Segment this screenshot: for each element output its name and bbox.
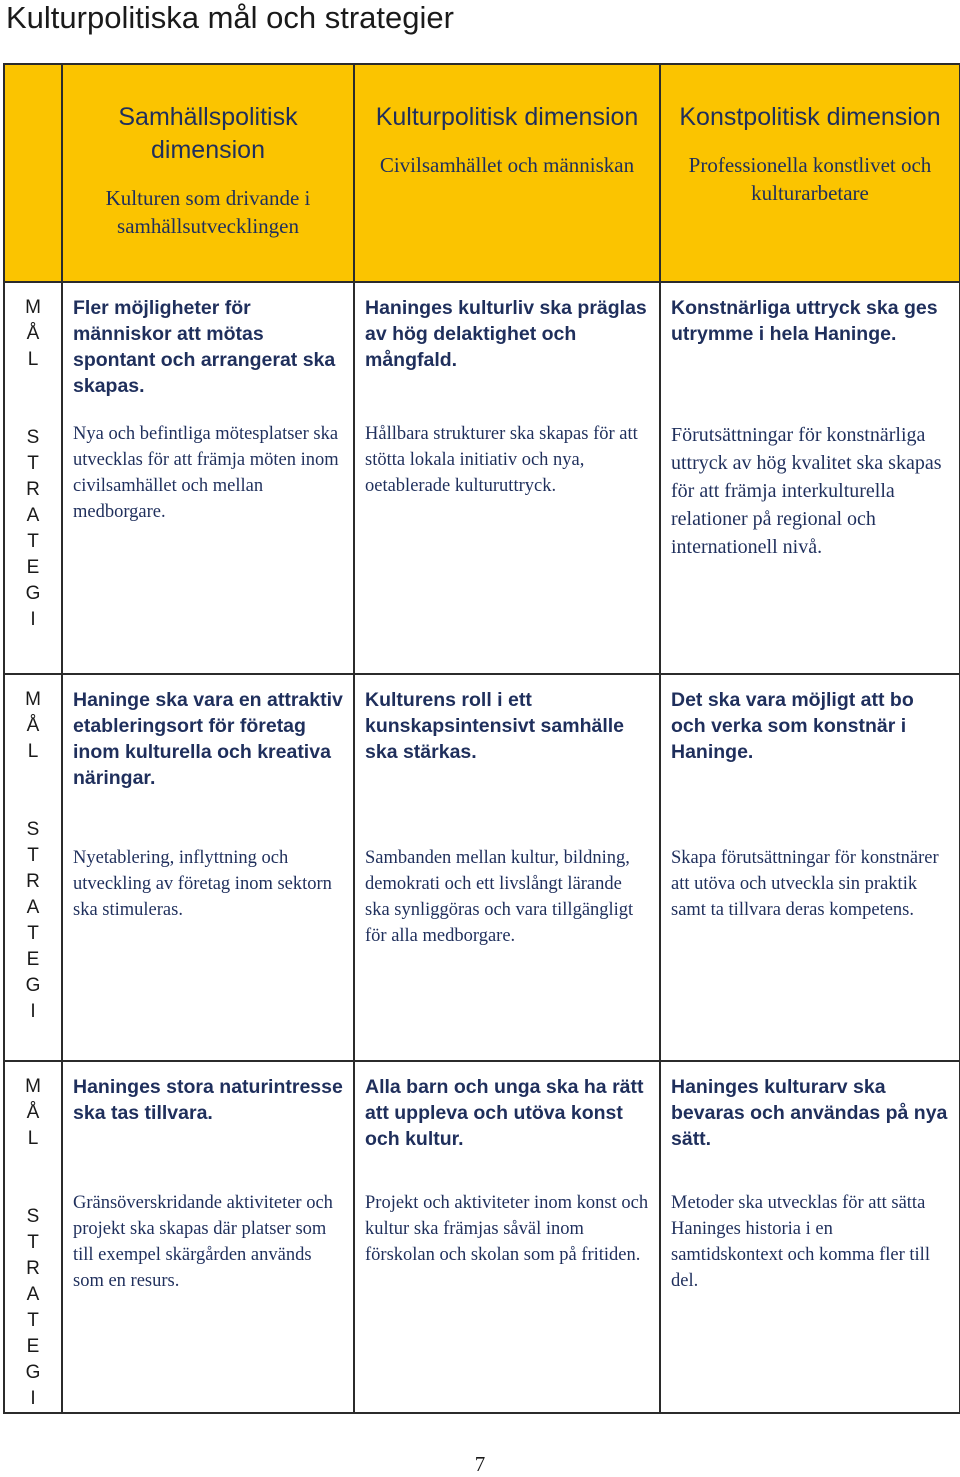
- strategy-text: Nya och befintliga mötesplatser ska utvecklas för att främja möten inom civilsamhället och mellan medborgare.: [73, 424, 339, 522]
- side-letter: E: [26, 1336, 40, 1357]
- column-header-kulturpolitisk: [354, 64, 660, 282]
- side-letter: A: [26, 505, 40, 526]
- side-letter: R: [26, 871, 40, 892]
- side-letter: A: [26, 897, 40, 918]
- side-letter: S: [26, 427, 40, 448]
- side-letter: M: [25, 1076, 41, 1097]
- table-row: [4, 674, 960, 1061]
- table-row: [4, 282, 960, 674]
- goal-text: Haninge ska vara en attraktiv etableringsort för företag inom kulturella och kreativa näringar.: [73, 689, 343, 789]
- goal-text: Alla barn och unga ska ha rätt att uppleva och utöva konst och kultur.: [365, 1076, 644, 1150]
- side-letter: S: [26, 1206, 40, 1227]
- side-letter: E: [26, 949, 40, 970]
- goal-text: Det ska vara möjligt att bo och verka som konstnär i Haninge.: [671, 689, 914, 763]
- side-letter: I: [30, 1388, 36, 1409]
- side-letter: R: [26, 1258, 40, 1279]
- table-cell: [660, 282, 960, 674]
- row-side-label: [4, 1061, 62, 1413]
- strategy-text: Hållbara strukturer ska skapas för att stötta lokala initiativ och nya, oetablerade kulturuttryck.: [365, 424, 638, 496]
- side-letter: Å: [26, 323, 40, 344]
- side-letter: Å: [26, 1102, 40, 1123]
- side-letter: L: [27, 349, 39, 370]
- table-cell: [354, 1061, 660, 1413]
- column-subtitle: Kulturen som drivande i samhällsutvecklingen: [105, 186, 311, 238]
- column-title: Kulturpolitisk dimension: [375, 103, 639, 131]
- side-letter: A: [26, 1284, 40, 1305]
- goals-strategies-table: [3, 63, 960, 1414]
- strategy-text: Projekt och aktiviteter inom konst och kultur ska främjas såväl inom förskolan och skolan som på fritiden.: [365, 1193, 649, 1265]
- side-letter: T: [27, 1232, 39, 1253]
- table-cell: [62, 1061, 354, 1413]
- side-letter: G: [25, 583, 41, 604]
- side-letter: I: [30, 1001, 36, 1022]
- goal-text: Fler möjligheter för människor att mötas spontant och arrangerat ska skapas.: [73, 297, 336, 397]
- side-letter: Å: [26, 715, 40, 736]
- column-title: Samhällspolitisk dimension: [118, 103, 298, 164]
- side-letter: M: [25, 297, 41, 318]
- table-cell: [660, 674, 960, 1061]
- strategy-text: Gränsöverskridande aktiviteter och projekt ska skapas där platser som till exempel skärgården används som en resurs.: [73, 1193, 333, 1291]
- goal-text: Konstnärliga uttryck ska ges utrymme i hela Haninge.: [671, 297, 938, 345]
- side-letter: L: [27, 741, 39, 762]
- strategy-text: Metoder ska utvecklas för att sätta Haninges historia i en samtidskontext och komma fler till del.: [671, 1193, 930, 1291]
- header-corner: [4, 64, 62, 282]
- strategy-text: Sambanden mellan kultur, bildning, demokrati och ett livslångt lärande ska synliggöras och vara tillgängligt för alla medborgare.: [365, 848, 634, 946]
- side-letter: I: [30, 609, 36, 630]
- column-subtitle: Civilsamhället och människan: [379, 153, 635, 177]
- side-letter: T: [27, 1310, 39, 1331]
- side-letter: R: [26, 479, 40, 500]
- table-cell: [354, 282, 660, 674]
- side-letter: M: [25, 689, 41, 710]
- table-row: [4, 1061, 960, 1413]
- side-letter: S: [26, 819, 40, 840]
- table-cell: [62, 674, 354, 1061]
- side-letter: T: [27, 923, 39, 944]
- table-cell: [660, 1061, 960, 1413]
- side-letter: G: [25, 975, 41, 996]
- row-side-label: [4, 674, 62, 1061]
- side-letter: L: [27, 1128, 39, 1149]
- goal-text: Kulturens roll i ett kunskapsintensivt samhälle ska stärkas.: [365, 689, 625, 763]
- goal-text: Haninges kulturliv ska präglas av hög delaktighet och mångfald.: [365, 297, 647, 371]
- column-title: Konstpolitisk dimension: [679, 103, 941, 131]
- table-cell: [354, 674, 660, 1061]
- page-number: 7: [474, 1452, 486, 1476]
- row-side-label: [4, 282, 62, 674]
- side-letter: G: [25, 1362, 41, 1383]
- side-letter: T: [27, 845, 39, 866]
- column-header-samhallspolitisk: [62, 64, 354, 282]
- strategy-text: Nyetablering, inflyttning och utveckling av företag inom sektorn ska stimuleras.: [73, 848, 332, 920]
- goal-text: Haninges kulturarv ska bevaras och användas på nya sätt.: [671, 1076, 948, 1150]
- table-cell: [62, 282, 354, 674]
- strategy-text: Förutsättningar för konstnärliga uttryck av hög kvalitet ska skapas för att främja interkulturella relationer på regional och internationell nivå.: [671, 424, 942, 558]
- header-row: [4, 64, 960, 282]
- goal-text: Haninges stora naturintresse ska tas tillvara.: [73, 1076, 343, 1124]
- side-letter: E: [26, 557, 40, 578]
- side-letter: T: [27, 453, 39, 474]
- side-letter: T: [27, 531, 39, 552]
- strategy-text: Skapa förutsättningar för konstnärer att utöva och utveckla sin praktik samt ta tillvara deras kompetens.: [671, 848, 939, 920]
- page-title: Kulturpolitiska mål och strategier: [6, 0, 454, 35]
- column-subtitle: Professionella konstlivet och kulturarbetare: [688, 153, 932, 205]
- column-header-konstpolitisk: [660, 64, 960, 282]
